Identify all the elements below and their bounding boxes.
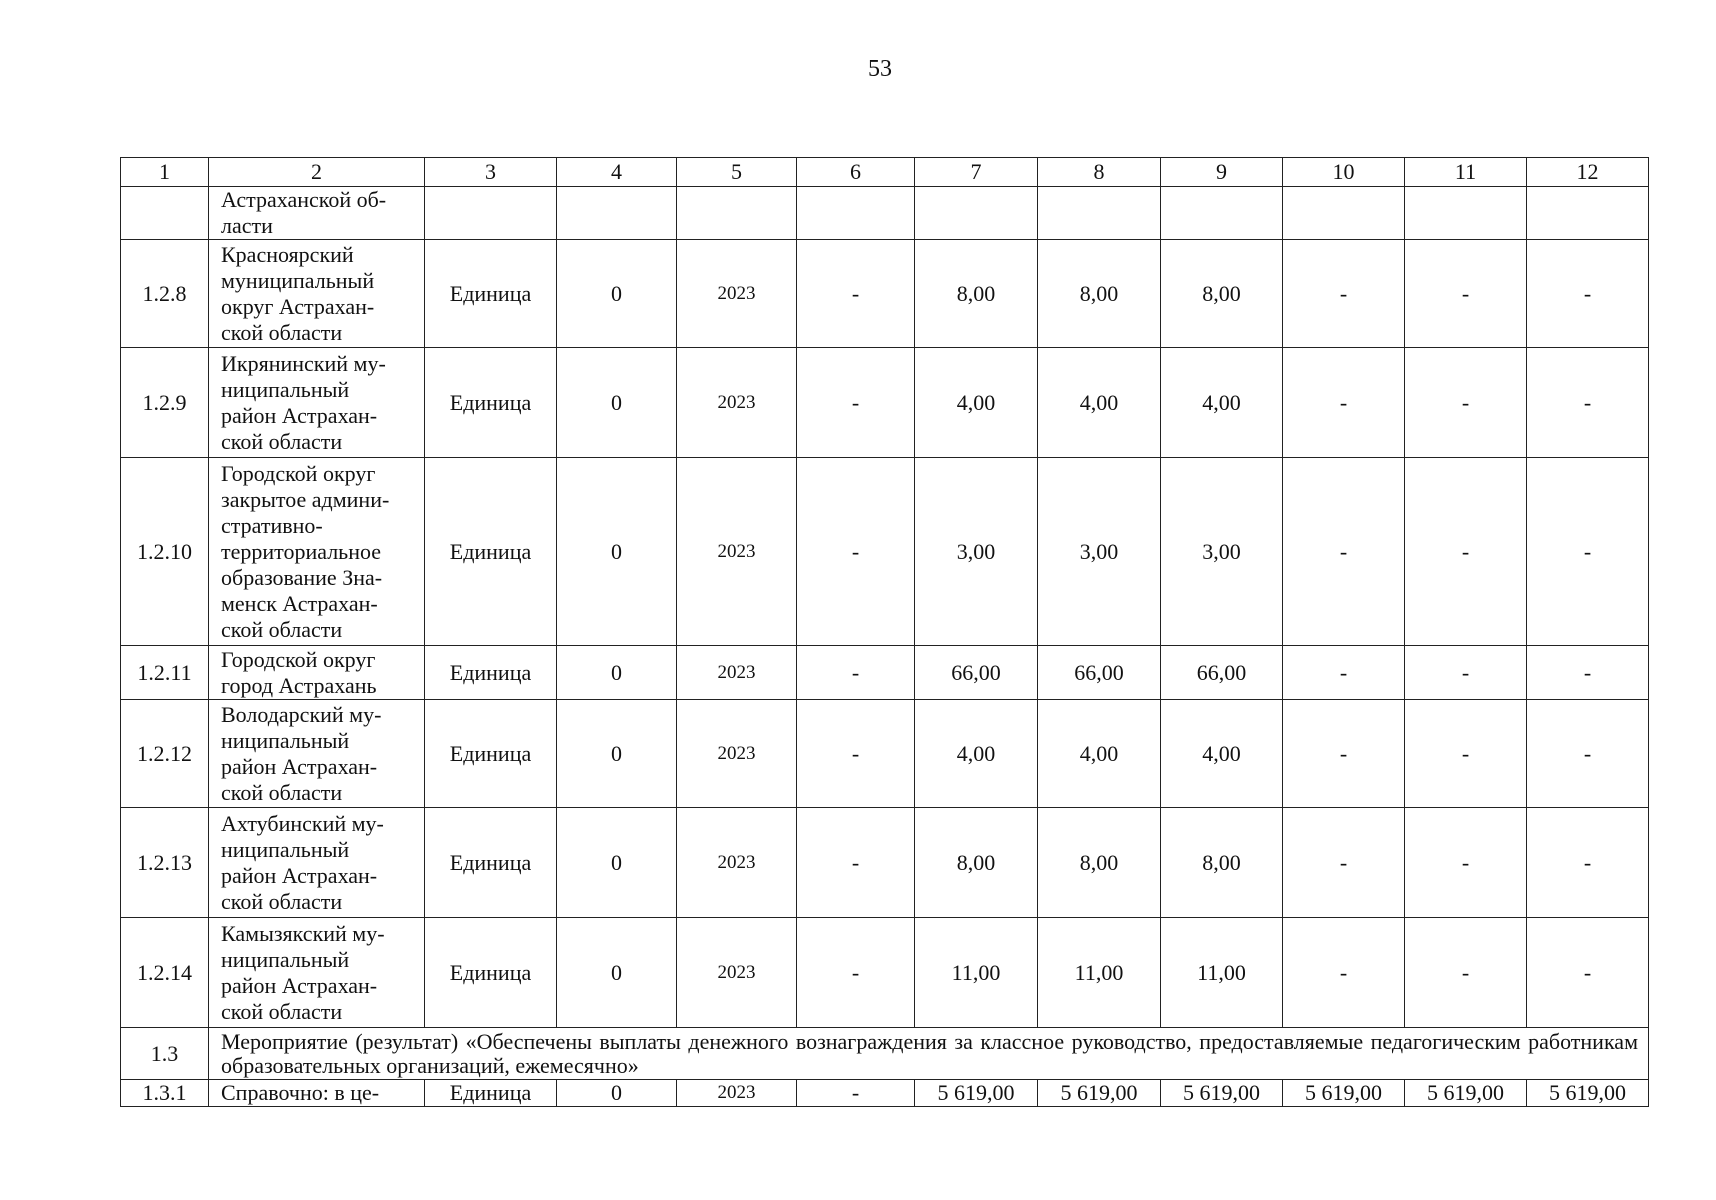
region-name: Икрянинский му- ниципальный район Астрахан- ской области [209,348,425,458]
region-name: Камызякский му- ниципальный район Астрахан- ской области [209,918,425,1028]
table-row [121,646,1649,700]
unit-cell: Единица [425,458,557,646]
value-cell: - [1405,646,1527,700]
value-cell: 5 619,00 [915,1080,1038,1107]
year-cell: 2023 [677,1080,797,1107]
value-cell: - [1527,808,1649,918]
empty-cell [1161,187,1283,240]
column-header: 10 [1283,158,1405,187]
unit-cell: Единица [425,240,557,348]
row-number: 1.2.8 [121,240,209,348]
row-number: 1.2.13 [121,808,209,918]
column-header: 6 [797,158,915,187]
table-row [121,240,1649,348]
value-cell: 4,00 [1038,348,1161,458]
row-number: 1.2.12 [121,700,209,808]
value-cell: 4,00 [1038,700,1161,808]
unit-cell: Единица [425,700,557,808]
base-value-cell: 0 [557,808,677,918]
column-header: 7 [915,158,1038,187]
continuation-row [121,187,1649,240]
region-name: Володарский му- ниципальный район Астрахан- ской области [209,700,425,808]
value-cell: 5 619,00 [1038,1080,1161,1107]
value-cell: 4,00 [915,700,1038,808]
row-number: 1.3 [121,1028,209,1080]
value-cell: - [1283,808,1405,918]
empty-cell [1405,187,1527,240]
value-cell: - [1405,458,1527,646]
value-cell: - [1405,918,1527,1028]
empty-cell [677,187,797,240]
value-cell: - [1283,700,1405,808]
region-name: Астраханской об- ласти [209,187,425,240]
value-cell: 4,00 [1161,700,1283,808]
value-cell: - [1527,240,1649,348]
value-cell: 5 619,00 [1161,1080,1283,1107]
value-cell: 3,00 [1038,458,1161,646]
value-cell: - [797,808,915,918]
column-number-row [121,158,1649,187]
value-cell: - [1527,646,1649,700]
value-cell: - [797,458,915,646]
value-cell: - [1283,458,1405,646]
row-number: 1.3.1 [121,1080,209,1107]
value-cell: - [1405,700,1527,808]
year-cell: 2023 [677,646,797,700]
table-row [121,808,1649,918]
table-row [121,918,1649,1028]
value-cell: - [1405,808,1527,918]
value-cell: 11,00 [1038,918,1161,1028]
base-value-cell: 0 [557,240,677,348]
empty-cell [121,187,209,240]
unit-cell: Единица [425,348,557,458]
value-cell: - [797,918,915,1028]
value-cell: 11,00 [1161,918,1283,1028]
unit-cell: Единица [425,1080,557,1107]
page-number: 53 [868,56,892,82]
region-name: Городской округ город Астрахань [209,646,425,700]
value-cell: 8,00 [1038,808,1161,918]
value-cell: 3,00 [915,458,1038,646]
year-cell: 2023 [677,348,797,458]
value-cell: - [1405,348,1527,458]
value-cell: - [797,348,915,458]
value-cell: 66,00 [1038,646,1161,700]
column-header: 12 [1527,158,1649,187]
row-number: 1.2.9 [121,348,209,458]
value-cell: 8,00 [1038,240,1161,348]
unit-cell: Единица [425,918,557,1028]
value-cell: 4,00 [1161,348,1283,458]
column-header: 3 [425,158,557,187]
value-cell: 66,00 [915,646,1038,700]
value-cell: - [797,700,915,808]
table-row [121,1080,1649,1107]
data-rows [121,240,1649,1028]
column-header: 5 [677,158,797,187]
event-description: Мероприятие (результат) «Обеспечены выплаты денежного вознаграждения за классное руководство, предоставляемые педагогическим работникам образовательных организаций, ежемесячно» [209,1028,1649,1080]
value-cell: 4,00 [915,348,1038,458]
value-cell: - [1405,240,1527,348]
value-cell: - [797,240,915,348]
empty-cell [1038,187,1161,240]
base-value-cell: 0 [557,458,677,646]
value-cell: 66,00 [1161,646,1283,700]
value-cell: 11,00 [915,918,1038,1028]
value-cell: 8,00 [1161,808,1283,918]
year-cell: 2023 [677,808,797,918]
value-cell: - [1283,348,1405,458]
column-header: 1 [121,158,209,187]
base-value-cell: 0 [557,918,677,1028]
value-cell: 3,00 [1161,458,1283,646]
unit-cell: Единица [425,808,557,918]
value-cell: 5 619,00 [1405,1080,1527,1107]
empty-cell [1283,187,1405,240]
value-cell: - [1283,240,1405,348]
value-cell: - [797,646,915,700]
value-cell: - [1527,348,1649,458]
value-cell: - [797,1080,915,1107]
base-value-cell: 0 [557,1080,677,1107]
year-cell: 2023 [677,458,797,646]
table-row [121,348,1649,458]
region-name: Справочно: в це- [209,1080,425,1107]
empty-cell [557,187,677,240]
empty-cell [915,187,1038,240]
value-cell: - [1283,646,1405,700]
base-value-cell: 0 [557,700,677,808]
row-number: 1.2.11 [121,646,209,700]
year-cell: 2023 [677,700,797,808]
row-number: 1.2.14 [121,918,209,1028]
year-cell: 2023 [677,240,797,348]
indicator-table [120,157,1649,1107]
column-header: 11 [1405,158,1527,187]
row-number: 1.2.10 [121,458,209,646]
empty-cell [797,187,915,240]
region-name: Городской округ закрытое админи- стративно- территориальное образование Зна- менск Астрахан- ской области [209,458,425,646]
column-header: 4 [557,158,677,187]
value-cell: 8,00 [915,808,1038,918]
value-cell: - [1527,700,1649,808]
event-row [121,1028,1649,1080]
table-row [121,458,1649,646]
value-cell: 5 619,00 [1283,1080,1405,1107]
column-header: 9 [1161,158,1283,187]
value-cell: 5 619,00 [1527,1080,1649,1107]
year-cell: 2023 [677,918,797,1028]
column-header: 8 [1038,158,1161,187]
value-cell: 8,00 [915,240,1038,348]
region-name: Красноярский муниципальный округ Астрахан- ской области [209,240,425,348]
value-cell: - [1527,458,1649,646]
table-row [121,700,1649,808]
value-cell: 8,00 [1161,240,1283,348]
value-cell: - [1527,918,1649,1028]
empty-cell [425,187,557,240]
empty-cell [1527,187,1649,240]
base-value-cell: 0 [557,646,677,700]
base-value-cell: 0 [557,348,677,458]
column-header: 2 [209,158,425,187]
region-name: Ахтубинский му- ниципальный район Астрахан- ской области [209,808,425,918]
unit-cell: Единица [425,646,557,700]
value-cell: - [1283,918,1405,1028]
